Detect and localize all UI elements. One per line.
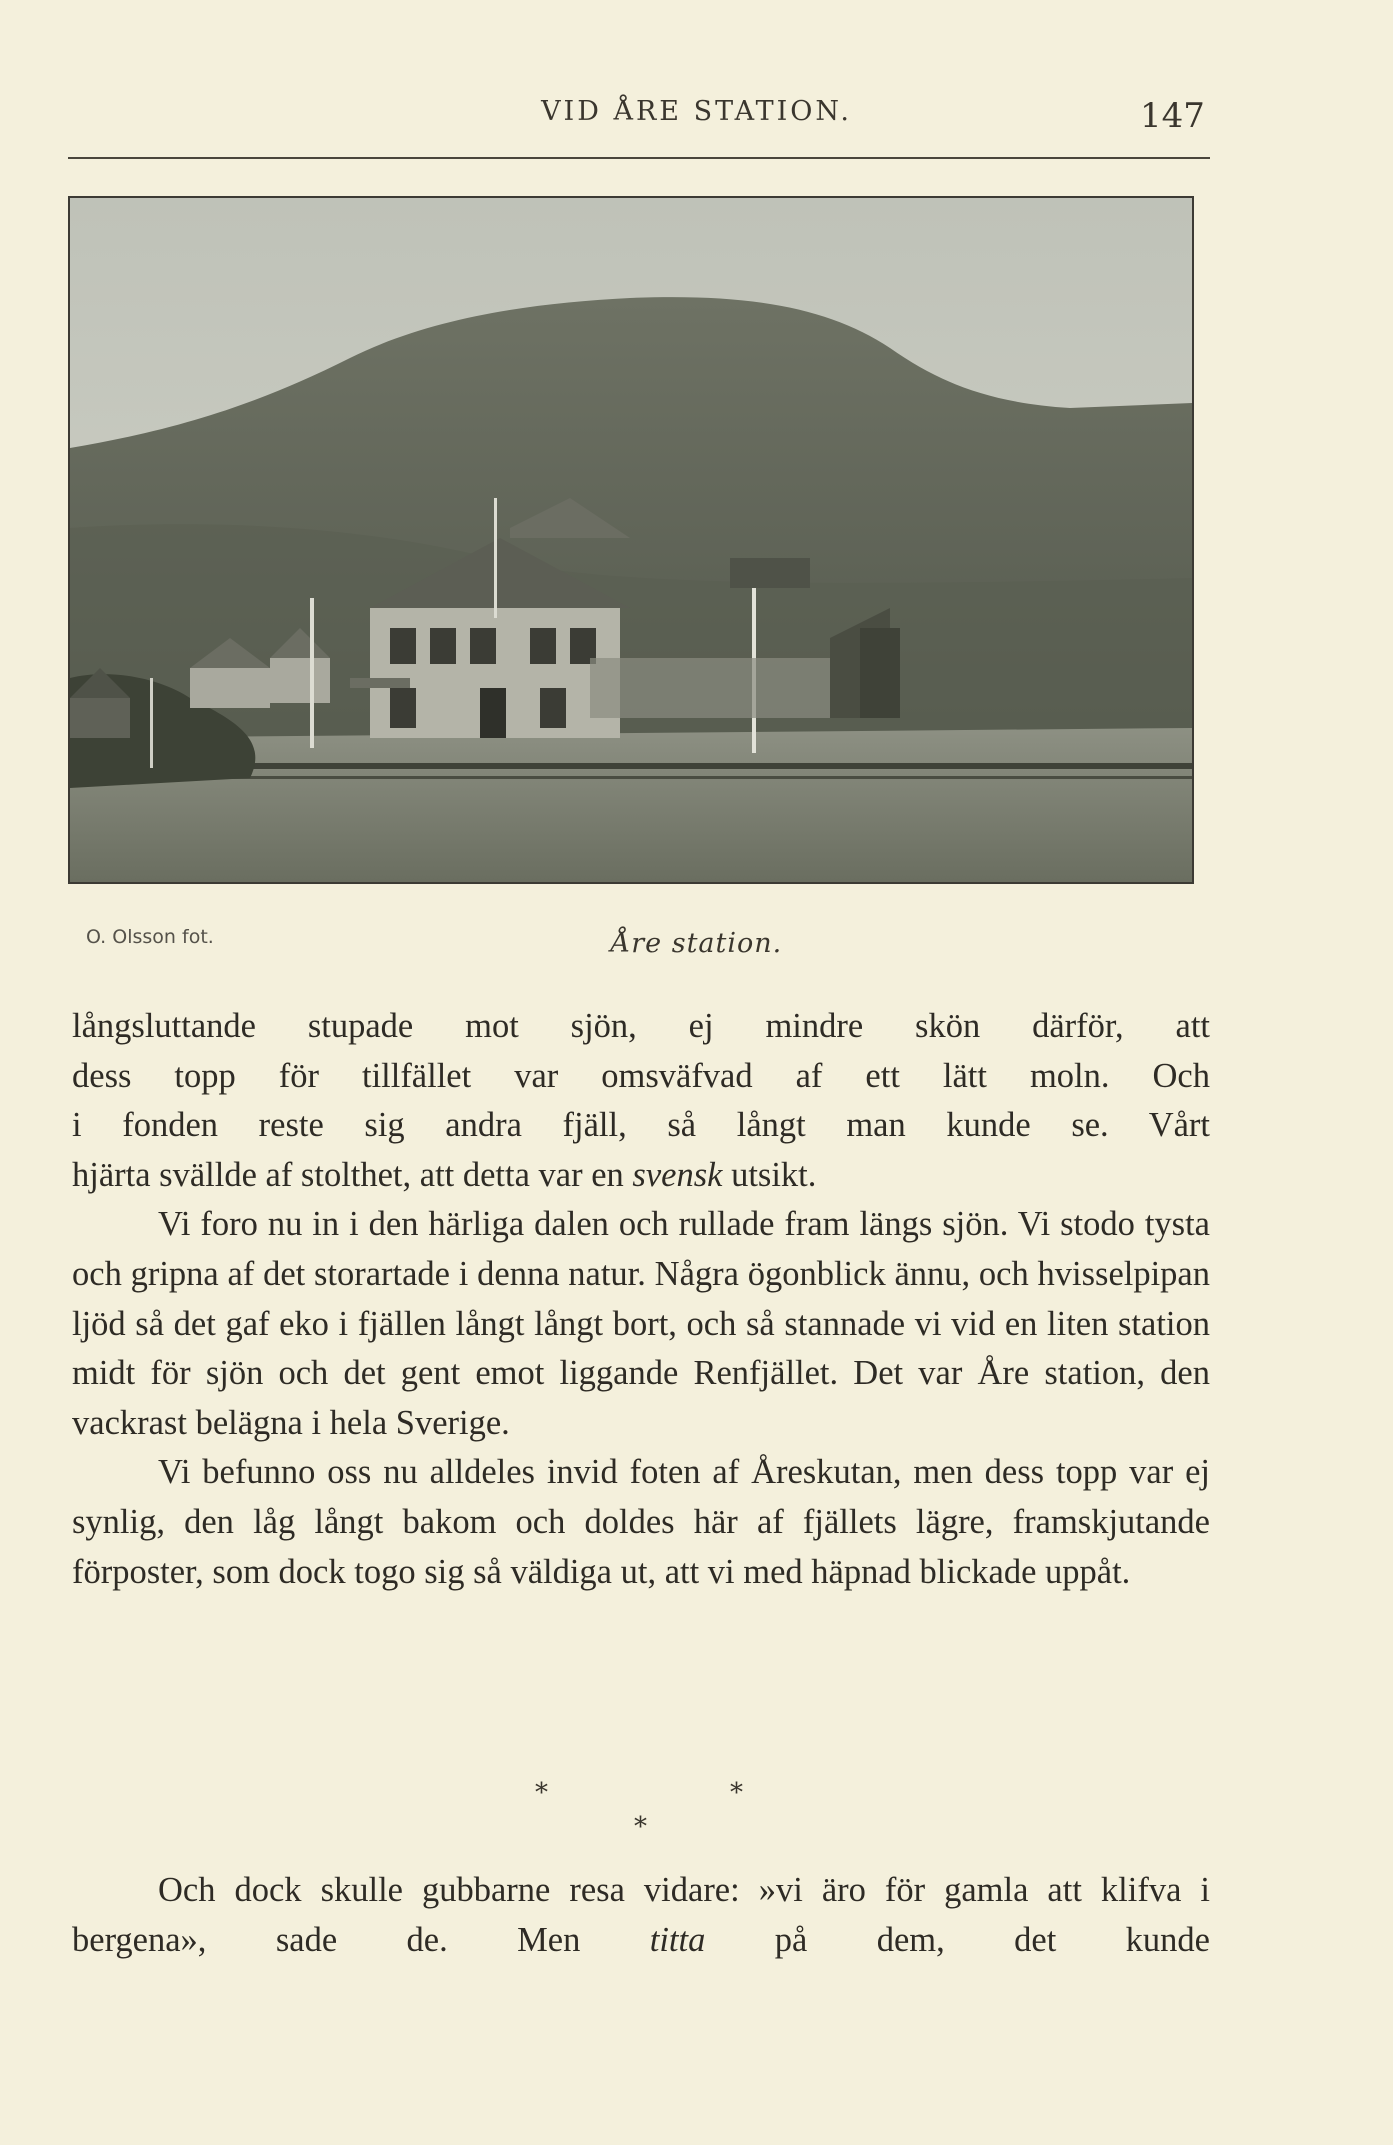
asterism	[0, 1770, 1393, 1840]
text-line: långsluttande stupade mot sjön, ej mindre skön därför, att	[72, 1007, 1210, 1045]
platform-fence	[590, 658, 830, 718]
asterism-star: *	[634, 1812, 647, 1842]
asterism-star: *	[730, 1778, 743, 1808]
station-photograph	[68, 196, 1194, 884]
body-text	[72, 1002, 1210, 1597]
closing-text	[72, 1866, 1210, 1965]
asterism-star: *	[535, 1778, 548, 1808]
text-fragment: Och dock skulle gubbarne resa vidare: »vi äro för gamla att klifva i bergena», sade de. Men	[72, 1871, 1210, 1959]
station-photo-illustration	[70, 198, 1192, 882]
text-fragment: på dem, det kunde	[705, 1920, 1210, 1959]
text-line	[72, 1151, 1210, 1201]
text-fragment: utsikt.	[722, 1155, 817, 1194]
paragraph: Vi foro nu in i den härliga dalen och rullade fram längs sjön. Vi stodo tysta och gripna af det storartade i denna natur. Några ögonblick ännu, och hvisselpipan ljöd så det gaf eko i fjällen långt långt bort, och så stannade vi vid en liten station midt för sjön och det gent emot liggande Renfjället. Det var Åre station, den vackrast belägna i hela Sverige.	[72, 1205, 1210, 1442]
text-fragment: hjärta svällde af stolthet, att detta var en	[72, 1155, 633, 1194]
photo-credit: O. Olsson fot.	[86, 926, 214, 948]
figure-caption: Åre station.	[610, 928, 783, 959]
paragraph	[72, 1866, 1210, 1965]
text-line: i fonden reste sig andra fjäll, så långt man kunde se. Vårt	[72, 1106, 1210, 1145]
paragraph: Vi befunno oss nu alldeles invid foten af Åreskutan, men dess topp var ej synlig, den låg långt bakom och doldes här af fjällets lägre, framskjutande förposter, som dock togo sig så väldiga ut, att vi med häpnad blickade uppåt.	[72, 1453, 1210, 1591]
emphasized-word: titta	[649, 1920, 706, 1959]
page-number: 147	[1140, 96, 1205, 136]
emphasized-word: svensk	[632, 1155, 723, 1194]
text-line: dess topp för tillfället var omsväfvad af ett lätt moln. Och	[72, 1056, 1210, 1095]
header-rule	[68, 157, 1210, 159]
running-header: VID ÅRE STATION.	[541, 96, 852, 127]
